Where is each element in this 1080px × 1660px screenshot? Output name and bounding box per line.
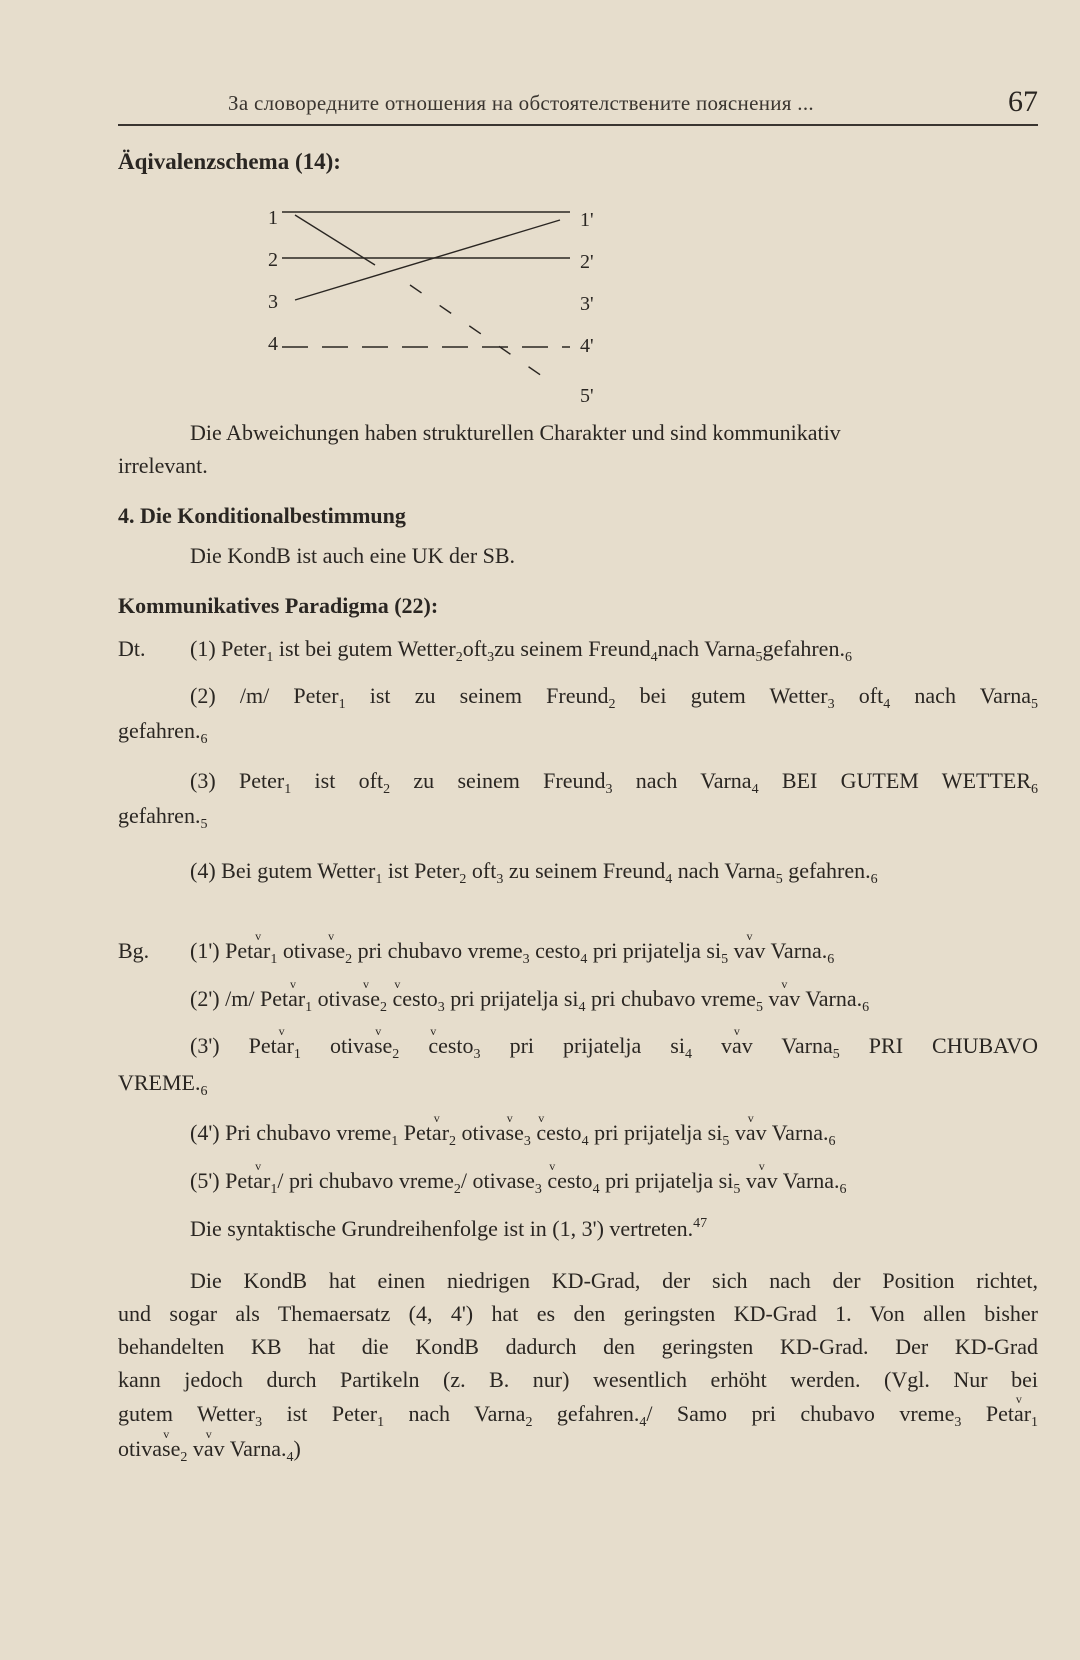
section-title: 4. Die Konditionalbestimmung bbox=[118, 503, 406, 528]
final-paragraph-line-6: otivav $se_2$ vv av $Varna._4$) bbox=[118, 1438, 301, 1460]
final-paragraph-line-1: Die KondB hat einen niedrigen KD-Grad, der sich nach der Position richtet, bbox=[190, 1268, 1038, 1293]
bg-label: Bg. bbox=[118, 938, 150, 963]
page-number: 67 bbox=[1008, 85, 1038, 118]
bg-sentence-3: (3') Petv $ar_1$ otivav $se_2$ v cesto$_3$ pri prijatelja $si_4$ vv av Varna$_5$ PRI CHUBAVO bbox=[190, 1035, 1038, 1057]
final-paragraph-line-4: kann jedoch durch Partikeln (z. B. nur) wesentlich erhöht werden. (Vgl. Nur bei bbox=[118, 1367, 1038, 1392]
final-paragraph-line-5: gutem Wetter$_3$ ist Peter$_1$ nach Varna$_2$ $gefahren._4/$ Samo pri chubavo vreme$_3$ Petv $ar_1$ bbox=[118, 1403, 1038, 1425]
schema-right-1: 1' bbox=[580, 209, 594, 231]
de-sentence-2-end: $gefahren._6$ bbox=[118, 718, 208, 747]
bg-sentence-5: (5') Petv $ar_1/$ pri chubavo vreme$_2$/ otivase$_3$ v cesto$_4$ pri prijatelja $si_5$ vv av $Varna._6$ bbox=[190, 1170, 847, 1192]
schema-line-1-5p-b bbox=[410, 285, 555, 385]
bg-sentence-2: (2') /m/ Petv $ar_1$ otivav $se_2$ v cesto$_3$ pri prijatelja $si_4$ pri chubavo vreme$_5$ vv av $Varna._6$ bbox=[190, 988, 869, 1010]
paradigm-heading: Kommunikatives Paradigma (22): bbox=[118, 593, 439, 618]
bg-sentence-4: (4') Pri chubavo vreme$_1$ Petv $ar_2$ otivav $se_3$ v cesto$_4$ pri prijatelja $si_5$ vv av $Varna._6$ bbox=[190, 1122, 836, 1144]
schema-left-3: 3 bbox=[268, 291, 278, 313]
bg-sentence-3-end: $VREME._6$ bbox=[118, 1070, 208, 1099]
final-paragraph-line-3: behandelten KB hat die KondB dadurch den geringsten KD-Grad. Der KD-Grad bbox=[118, 1334, 1038, 1359]
schema-left-4: 4 bbox=[268, 333, 278, 355]
running-title: За словоредните отношения на обстоятелствените пояснения ... bbox=[228, 91, 814, 115]
de-sentence-1: (1) Peter$_1$ ist bei gutem Wetter$_2$oft$_3$zu seinem Freund$_4$nach $Varna_5gefahren._6$ bbox=[190, 636, 852, 665]
schema-line-3-1p bbox=[295, 220, 560, 300]
final-paragraph-line-2: und sogar als Themaersatz (4, 4') hat es den geringsten KD-Grad 1. Von allen bisher bbox=[118, 1301, 1038, 1326]
bg-sentence-1: (1') Petv $ar_1$ otivav $se_2$ pri chubavo vreme$_3$ cesto$_4$ pri prijatelja $si_5$ vv av $Varna._6$ bbox=[190, 940, 834, 962]
equivalence-schema-diagram bbox=[0, 0, 1080, 420]
schema-right-2: 2' bbox=[580, 251, 594, 273]
de-sentence-4: (4) Bei gutem Wetter$_1$ ist Peter$_2$ oft$_3$ zu seinem Freund$_4$ nach Varna$_5$ $gefahren._6$ bbox=[190, 858, 878, 887]
de-sentence-2: (2) /m/ Peter$_1$ ist zu seinem Freund$_2$ bei gutem Wetter$_3$ oft$_4$ nach Varna$_5$ bbox=[190, 683, 1039, 712]
schema-right-3: 3' bbox=[580, 293, 594, 315]
paragraph-1-line-2: irrelevant. bbox=[118, 453, 208, 478]
paragraph-1-line-1: Die Abweichungen haben strukturellen Charakter und sind kommunikativ bbox=[190, 420, 841, 445]
schema-right-5: 5' bbox=[580, 385, 594, 407]
dt-label: Dt. bbox=[118, 636, 146, 661]
schema-right-4: 4' bbox=[580, 335, 594, 357]
grundreihenfolge-note: Die syntaktische Grundreihenfolge ist in (1, 3') vertreten.$^{47}$ bbox=[190, 1216, 708, 1241]
schema-left-1: 1 bbox=[268, 207, 278, 229]
de-sentence-3-end: $gefahren._5$ bbox=[118, 803, 208, 832]
section-intro: Die KondB ist auch eine UK der SB. bbox=[190, 543, 516, 568]
schema-heading: Äqivalenzschema (14): bbox=[118, 149, 341, 174]
de-sentence-3: (3) Peter$_1$ ist oft$_2$ zu seinem Freund$_3$ nach Varna$_4$ BEI GUTEM $WETTER_6$ bbox=[190, 768, 1038, 797]
schema-left-2: 2 bbox=[268, 249, 278, 271]
